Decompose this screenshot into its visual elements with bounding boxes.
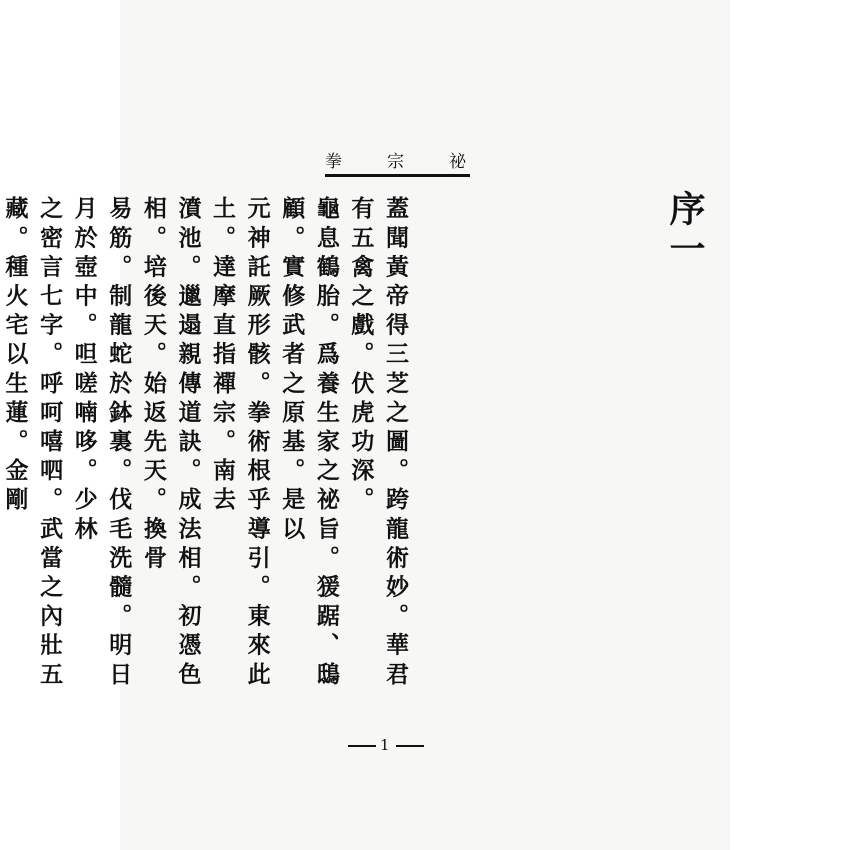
book-page — [1, 0, 730, 850]
section-title: 序一 — [664, 190, 706, 270]
page-footer — [340, 735, 430, 755]
text-column: 濆池。邋遢親傳道訣。成法相。初憑色相。培後天。始返先天。換骨 — [139, 196, 202, 691]
text-column: 蓋聞黃帝得三芝之圖。跨龍術妙。華君有五禽之戲。伏虎功深。 — [347, 196, 409, 691]
body-text — [0, 196, 412, 716]
running-header — [325, 152, 470, 177]
text-column: 元神託厥形骸。拳術根乎導引。東來此土。達摩直指禪宗。南去 — [209, 196, 271, 691]
text-column: 龜息鶴胎。爲養生家之祕旨。猨踞、鴟顧。實修武者之原基。是以 — [278, 196, 340, 691]
footer-dash-left — [348, 745, 376, 747]
header-char: 拳 — [325, 152, 342, 172]
page-number: 1 — [380, 736, 390, 754]
header-char: 祕 — [449, 152, 466, 172]
footer-dash-right — [396, 745, 424, 747]
header-char: 宗 — [387, 152, 404, 172]
text-column: 之密言七字。呼呵嘻呬。武當之內壯五藏。種火宅以生蓮。金剛 — [1, 196, 64, 691]
text-column: 易筋。制龍蛇於鉢裏。伐毛洗髓。明日月於壺中。呾嗟喃哆。少林 — [70, 196, 133, 691]
